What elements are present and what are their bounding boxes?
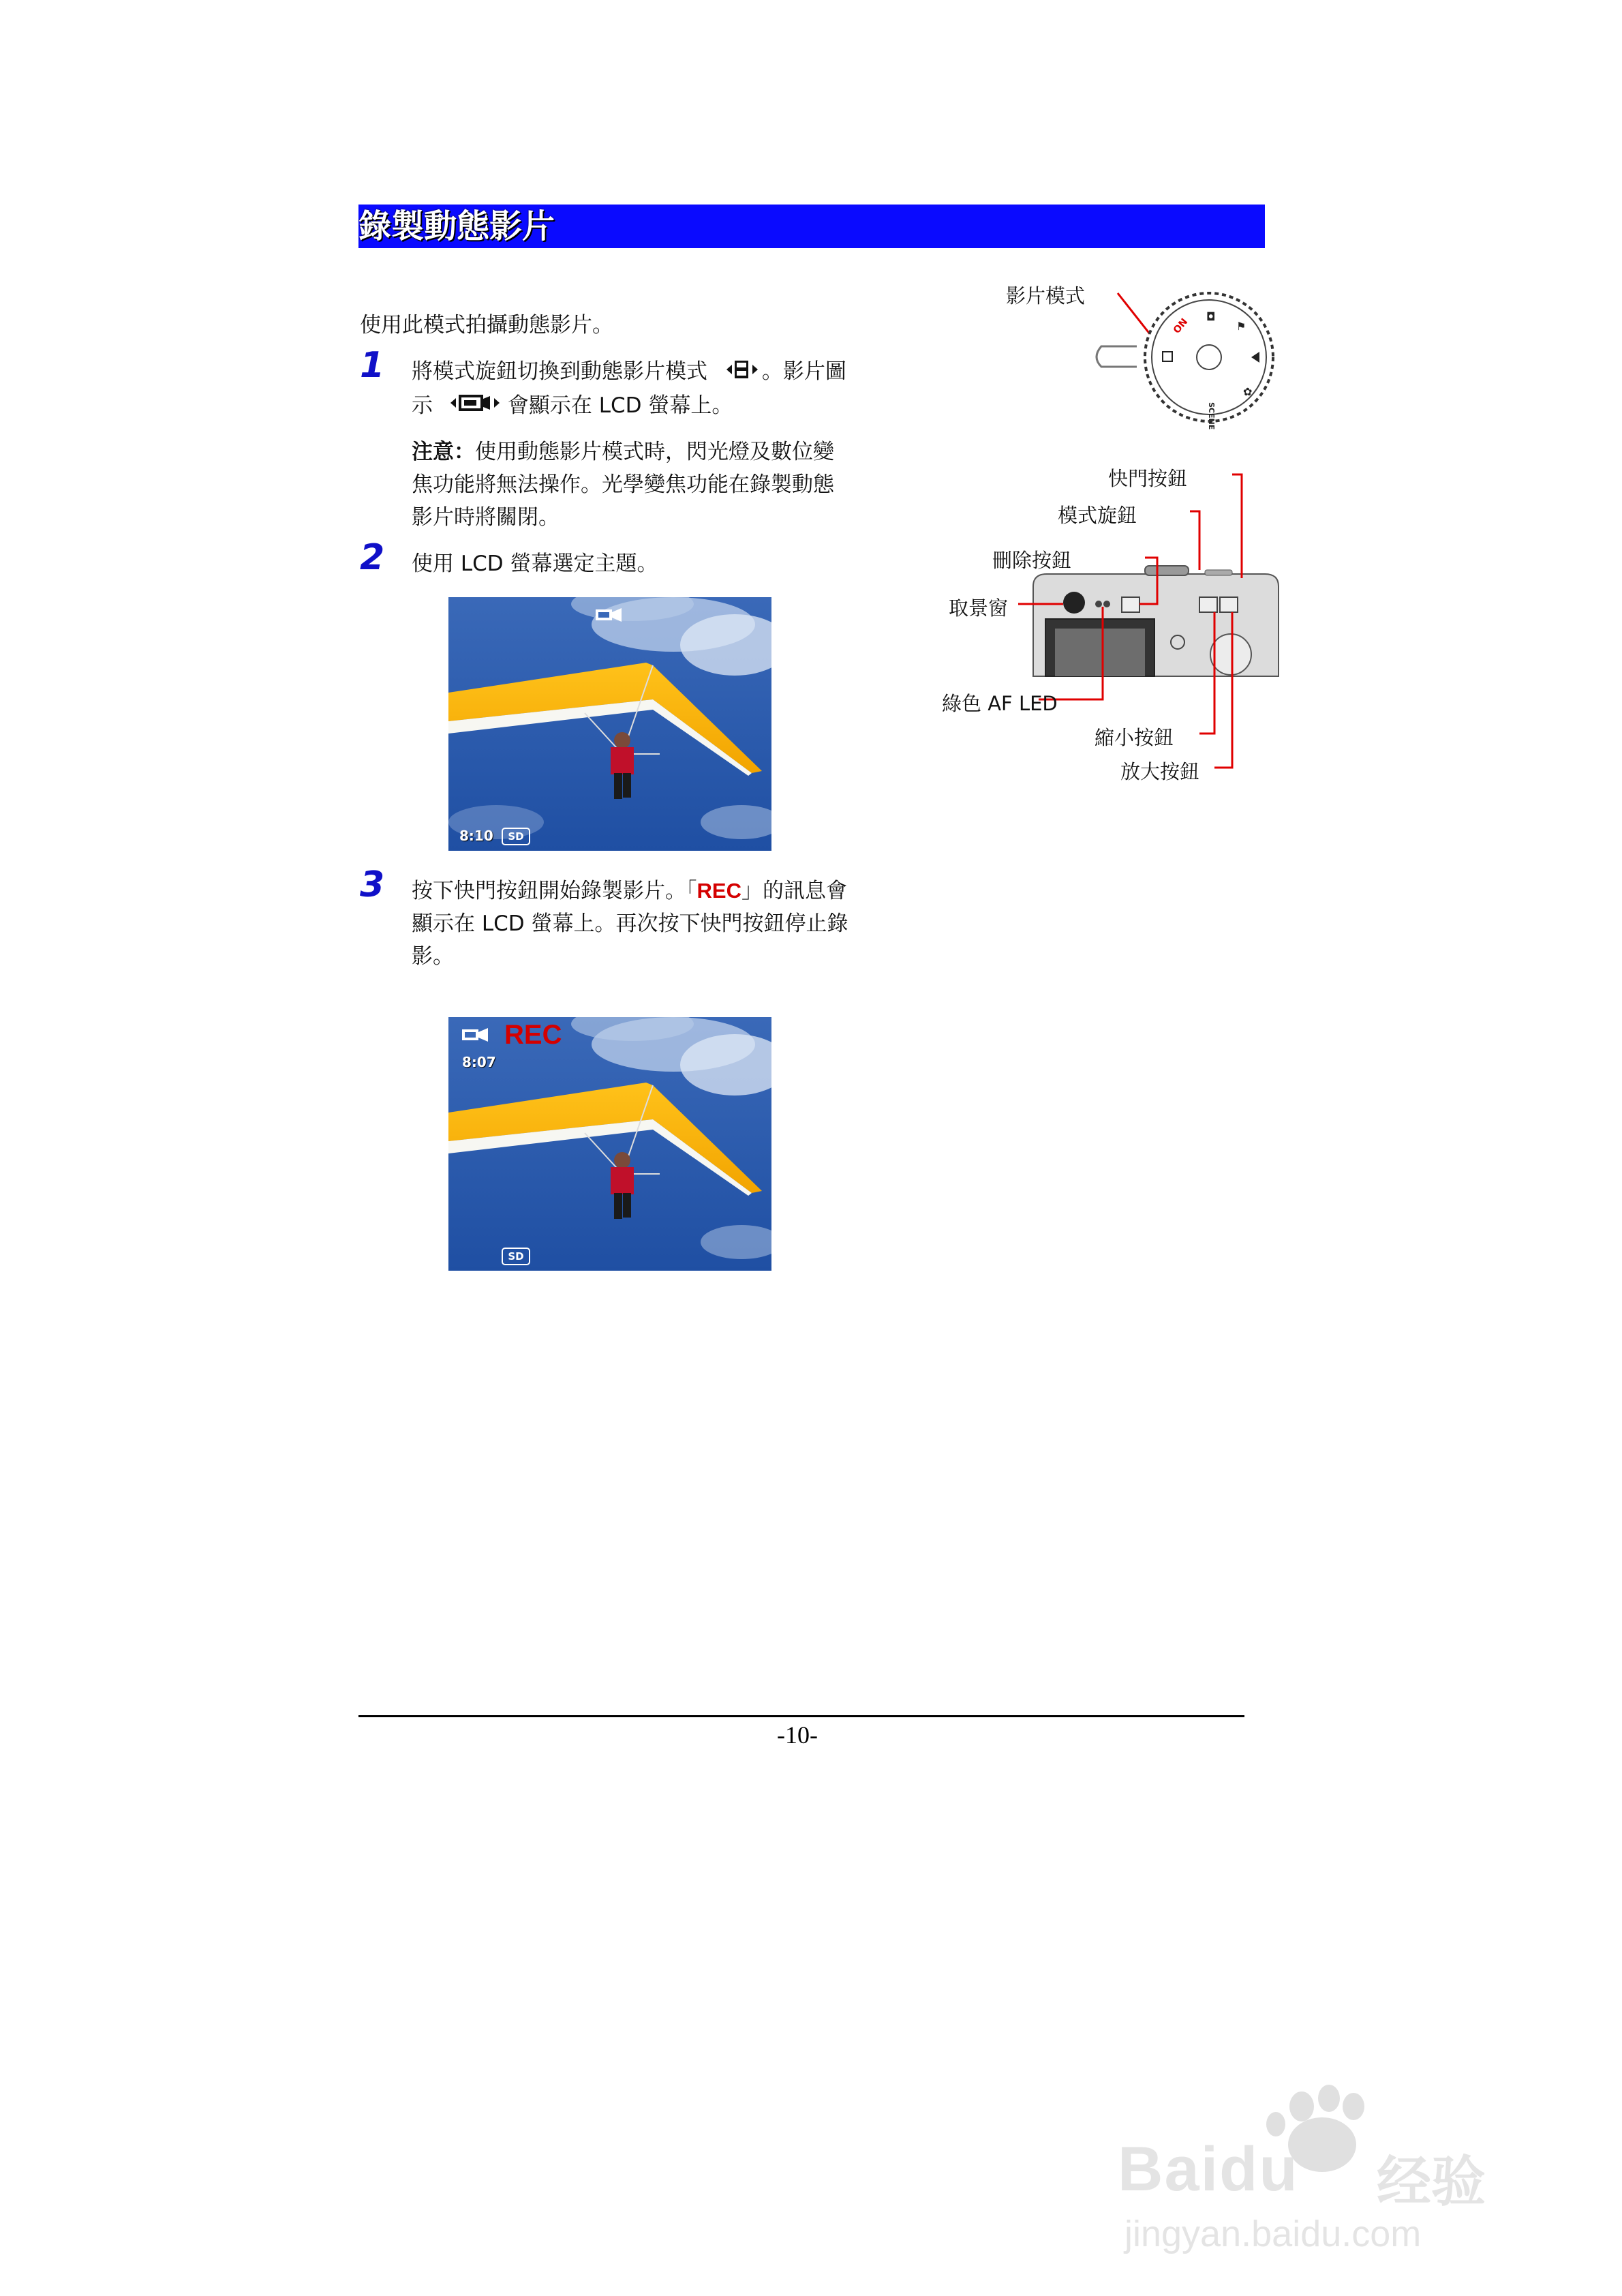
step-1-number: 1 (360, 345, 385, 386)
step-3-number: 3 (360, 864, 385, 905)
note-label: 注意： (412, 440, 475, 464)
rec-indicator: REC (504, 1020, 562, 1050)
zoom-in-button-label: 放大按鈕 (1120, 760, 1200, 783)
watermark-brand: Baidu (1118, 2134, 1299, 2204)
step-3-text-b: 」的訊息會 (741, 879, 847, 903)
intro-text: 使用此模式拍攝動態影片。 (360, 313, 613, 337)
delete-button-label: 刪除按鈕 (992, 549, 1072, 572)
green-af-led-label: 綠色 AF LED (942, 692, 1058, 715)
note-line-2: 焦功能將無法操作。光學變焦功能在錄製動態 (412, 472, 834, 497)
step-3-rec-word: REC (697, 879, 741, 903)
step-3-line-2: 顯示在 LCD 螢幕上。再次按下快門按鈕停止錄 (412, 911, 848, 936)
lcd-recording-photo (448, 1017, 771, 1271)
footer-rule (358, 1715, 1244, 1717)
page-number: -10- (777, 1721, 818, 1749)
step-1-line-1 (412, 354, 846, 390)
movie-mode-osd-icon-rec (461, 1027, 489, 1043)
mode-dial-illustration (1090, 286, 1288, 436)
sd-card-badge-rec: SD (502, 1248, 530, 1265)
movie-mode-osd-icon (594, 607, 623, 623)
watermark-url: jingyan.baidu.com (1124, 2214, 1422, 2254)
hang-glider-image-recording (448, 1017, 771, 1271)
sd-card-badge: SD (502, 828, 530, 845)
baidu-watermark (1118, 2079, 1554, 2256)
step-1-text-c: 示 (412, 393, 433, 418)
step-2-number: 2 (360, 537, 385, 578)
note-line-3: 影片時將關閉。 (412, 505, 560, 530)
shutter-button-label: 快門按鈕 (1108, 467, 1188, 490)
section-title: 錄製動態影片 (358, 207, 555, 245)
svg-text:⚑: ⚑ (1236, 320, 1246, 333)
film-mode-icon (725, 356, 759, 390)
section-title-band (358, 205, 1265, 248)
hang-glider-image (448, 597, 771, 851)
movie-camera-icon (449, 390, 501, 424)
step-3-text-a: 按下快門按鈕開始錄製影片。「 (412, 879, 697, 903)
watermark-sub: 经验 (1377, 2150, 1486, 2214)
svg-text:ON: ON (1171, 316, 1191, 336)
step-1-line-2 (412, 389, 733, 424)
step-2-text: 使用 LCD 螢幕選定主題。 (412, 552, 658, 576)
step-1-text-d: 會顯示在 LCD 螢幕上。 (507, 393, 733, 418)
zoom-out-button-label: 縮小按鈕 (1095, 726, 1174, 749)
viewfinder-label: 取景窗 (949, 596, 1009, 620)
lcd-preview-photo (448, 597, 771, 851)
note-line-1 (412, 435, 834, 469)
note-text-1: 使用動態影片模式時，閃光燈及數位變 (475, 440, 834, 464)
scene-dial-text: SCENE (1207, 402, 1216, 430)
step-1-text-a: 將模式旋鈕切換到動態影片模式 (412, 359, 707, 384)
remaining-time: 8:10 (459, 828, 493, 844)
step-3-line-3: 影。 (412, 944, 454, 969)
step-1-text-b: 。影片圖 (761, 359, 846, 384)
mode-dial-label: 模式旋鈕 (1058, 504, 1137, 527)
elapsed-time: 8:07 (462, 1054, 496, 1070)
svg-text:✿: ✿ (1243, 385, 1253, 398)
step-3-line-1 (412, 874, 847, 908)
svg-text:◘: ◘ (1206, 310, 1216, 323)
movie-mode-label: 影片模式 (1006, 284, 1086, 307)
